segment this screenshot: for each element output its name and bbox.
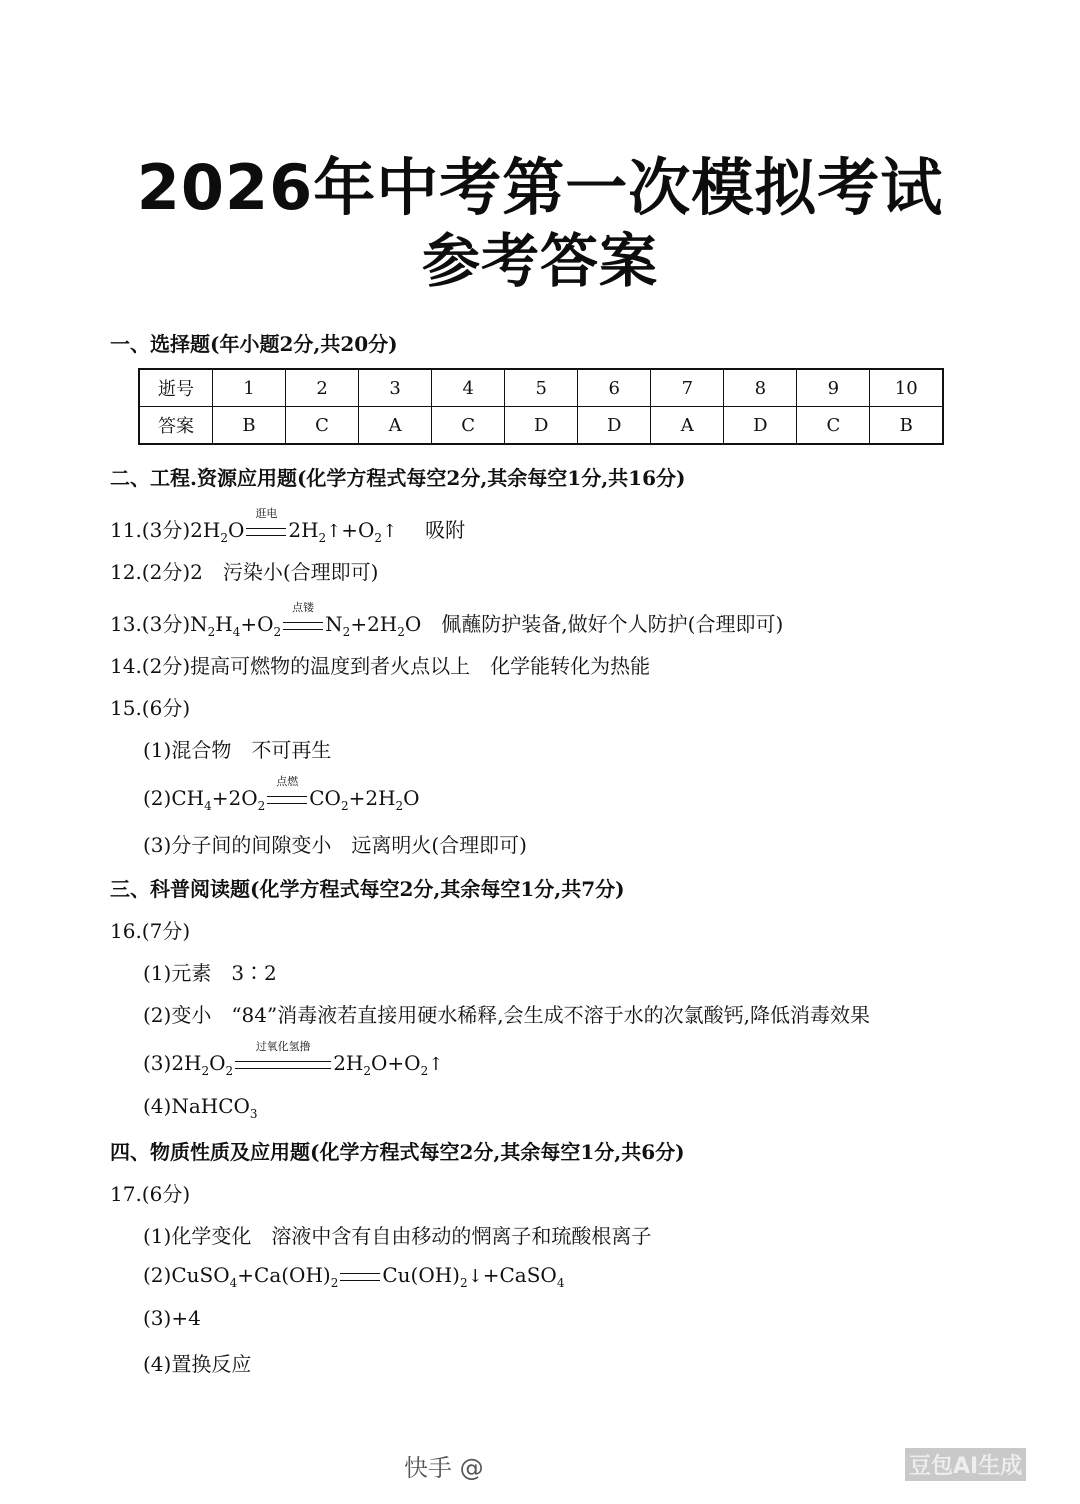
answer-q16-p3 — [143, 1040, 444, 1078]
answer-q15-p1: (1)混合物 不可再生 — [143, 738, 332, 762]
eq-text: 11.(3分)2H — [110, 518, 221, 542]
eq-text: H — [215, 612, 233, 636]
table-cell: C — [432, 407, 505, 445]
answer-q15-head: 15.(6分) — [110, 696, 191, 720]
answer-q16-p2: (2)变小 “84”消毒液若直接用硬水稀释,会生成不溶于水的次氯酸钙,降低消毒效果 — [143, 1003, 870, 1027]
table-cell: 2 — [286, 369, 359, 407]
answer-q17-p2 — [143, 1263, 564, 1290]
eq-text: 吸附 — [425, 518, 466, 542]
eq-text: +O — [240, 612, 274, 636]
eq-sub: 2 — [395, 799, 404, 813]
eq-text: +Ca(OH) — [237, 1263, 331, 1287]
eq-text: O — [403, 786, 420, 810]
row-label-answer: 答案 — [139, 407, 213, 445]
eq-sub: 2 — [363, 1064, 371, 1078]
eq-sub: 2 — [201, 1064, 210, 1078]
table-cell: D — [724, 407, 797, 445]
eq-text: O — [209, 1051, 226, 1075]
reaction-sign — [340, 1263, 380, 1287]
table-cell: 1 — [213, 369, 286, 407]
table-cell: D — [578, 407, 651, 445]
ai-generated-watermark: 豆包AI生成 — [905, 1448, 1026, 1481]
reaction-sign — [246, 507, 286, 542]
table-cell: C — [797, 407, 870, 445]
eq-sub: 2 — [374, 531, 383, 545]
table-cell: A — [359, 407, 432, 445]
eq-sub: 2 — [420, 1064, 429, 1078]
eq-sub: 4 — [229, 1276, 238, 1290]
answer-table — [138, 368, 944, 445]
reaction-sign — [267, 775, 307, 810]
eq-text: O — [227, 518, 245, 542]
section2-heading: 二、工程.资源应用题(化学方程式每空2分,其余每空1分,共16分) — [110, 466, 686, 490]
eq-text: 佩蘸防护装备,做好个人防护(合理即可) — [441, 612, 784, 636]
eq-text: (2)CuSO — [143, 1263, 230, 1287]
eq-sub: 3 — [249, 1107, 258, 1121]
reaction-condition: 逛电 — [255, 507, 278, 520]
reaction-sign — [283, 601, 323, 636]
reaction-condition: 点镂 — [292, 601, 315, 614]
eq-text: (4)NaHCO — [143, 1094, 250, 1118]
eq-text: (2)CH — [143, 786, 205, 810]
table-row-answers — [139, 407, 943, 445]
eq-text: (3)2H — [143, 1051, 202, 1075]
table-cell: A — [651, 407, 724, 445]
answer-q17-head: 17.(6分) — [110, 1182, 191, 1206]
eq-sub: 4 — [204, 799, 212, 813]
table-cell: B — [870, 407, 943, 445]
page-subtitle: 参考答案 — [421, 227, 658, 295]
gas-arrow-icon: ↑ — [428, 1054, 444, 1075]
eq-sub: 2 — [342, 625, 351, 639]
answer-q14: 14.(2分)提高可燃物的温度到者火点以上 化学能转化为热能 — [110, 654, 651, 678]
answer-q11 — [110, 507, 466, 545]
eq-sub: 2 — [340, 799, 349, 813]
answer-q13 — [110, 601, 784, 639]
eq-text: +CaSO — [482, 1263, 557, 1287]
eq-text: O — [404, 612, 422, 636]
answer-q16-p1: (1)元素 3∶2 — [143, 961, 277, 985]
answer-q17-p1: (1)化学变化 溶液中含有自由移动的惘离子和琉酸根离子 — [143, 1224, 652, 1248]
table-cell: 9 — [797, 369, 870, 407]
table-cell: 10 — [870, 369, 943, 407]
eq-text: 2H — [288, 518, 319, 542]
eq-text: Cu(OH) — [382, 1263, 460, 1287]
table-cell: B — [213, 407, 286, 445]
kuaishou-watermark: 快手 @ — [404, 1454, 484, 1482]
answer-q15-p3: (3)分子间的间隙变小 远离明火(合理即可) — [143, 833, 527, 857]
answer-q17-p4: (4)置换反应 — [143, 1352, 252, 1376]
eq-text: +O — [341, 518, 375, 542]
reaction-sign — [235, 1040, 331, 1075]
precipitate-arrow-icon: ↓ — [467, 1266, 483, 1287]
gas-arrow-icon: ↑ — [382, 521, 398, 542]
table-cell: C — [286, 407, 359, 445]
answer-q12: 12.(2分)2 污染小(合理即可) — [110, 560, 379, 584]
page-title: 2026年中考第一次模拟考试 — [136, 151, 944, 224]
eq-text: N — [325, 612, 343, 636]
answer-q16-p4 — [143, 1094, 258, 1121]
eq-sub: 2 — [318, 531, 327, 545]
eq-text: +2O — [211, 786, 258, 810]
answer-q15-p2 — [143, 775, 420, 813]
answer-q16-head: 16.(7分) — [110, 919, 191, 943]
eq-text: CO — [309, 786, 341, 810]
eq-sub: 2 — [225, 1064, 234, 1078]
eq-sub: 4 — [556, 1276, 565, 1290]
eq-sub: 2 — [330, 1276, 339, 1290]
section4-heading: 四、物质性质及应用题(化学方程式每空2分,其余每空1分,共6分) — [110, 1140, 685, 1164]
row-label-question: 逝号 — [139, 369, 213, 407]
eq-sub: 2 — [257, 799, 266, 813]
eq-sub: 2 — [397, 625, 405, 639]
table-cell: 8 — [724, 369, 797, 407]
eq-sub: 2 — [207, 625, 216, 639]
section1-heading: 一、选择题(年小题2分,共20分) — [110, 332, 398, 356]
eq-text: 2H — [333, 1051, 364, 1075]
table-row-numbers — [139, 369, 943, 407]
table-cell: 5 — [505, 369, 578, 407]
eq-sub: 2 — [273, 625, 282, 639]
eq-text: O+O — [371, 1051, 421, 1075]
table-cell: D — [505, 407, 578, 445]
table-cell: 7 — [651, 369, 724, 407]
eq-sub: 2 — [220, 531, 228, 545]
eq-text: +2H — [350, 612, 398, 636]
table-cell: 6 — [578, 369, 651, 407]
eq-sub: 2 — [459, 1276, 468, 1290]
eq-text: 13.(3分)N — [110, 612, 208, 636]
reaction-condition: 点燃 — [276, 775, 299, 788]
table-cell: 3 — [359, 369, 432, 407]
section3-heading: 三、科普阅读题(化学方程式每空2分,其余每空1分,共7分) — [110, 877, 625, 901]
eq-text: +2H — [348, 786, 396, 810]
table-cell: 4 — [432, 369, 505, 407]
reaction-condition: 过氧化氢撸 — [255, 1040, 311, 1053]
answer-q17-p3: (3)+4 — [143, 1306, 201, 1330]
gas-arrow-icon: ↑ — [326, 521, 342, 542]
eq-sub: 4 — [232, 625, 241, 639]
